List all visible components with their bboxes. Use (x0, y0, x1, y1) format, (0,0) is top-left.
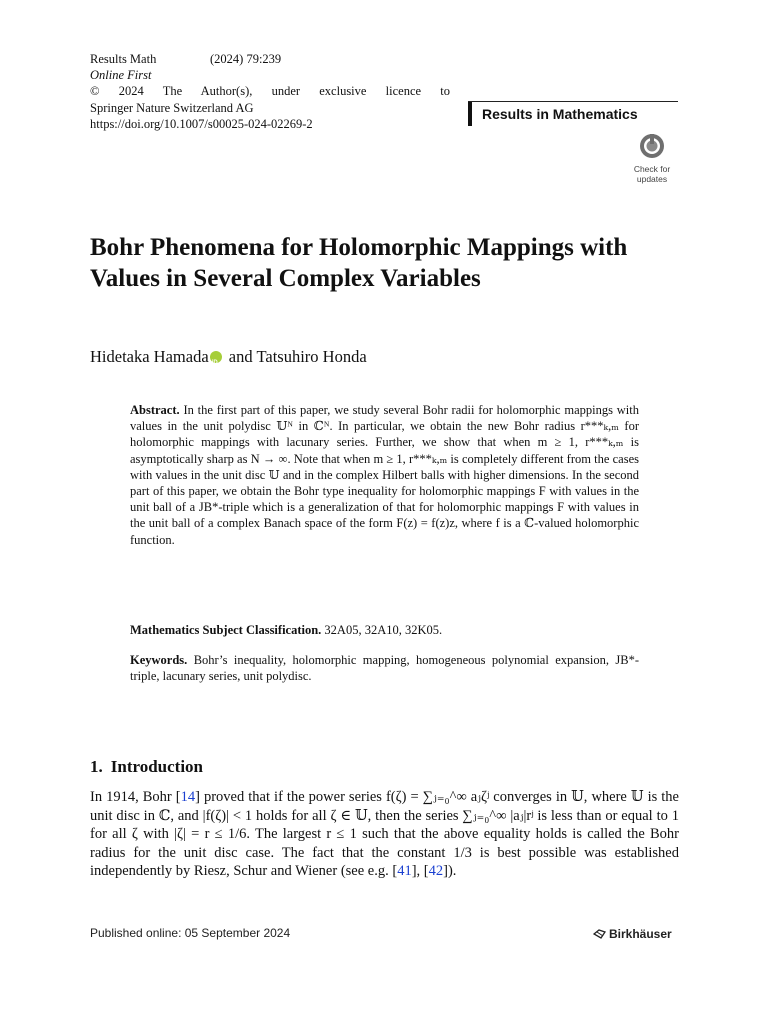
author-connector: and (228, 347, 253, 366)
citation-link-14[interactable]: 14 (180, 789, 196, 805)
keywords-text: Bohr’s inequality, holomorphic mapping, homogeneous polynomial expansion, JB*-triple, lacunary series, unit polydisc. (130, 653, 640, 684)
author-list (90, 346, 367, 368)
abstract-text: In the first part of this paper, we study several Bohr radii for holomorphic mappings with values in the unit polydisc 𝕌ᴺ in ℂᴺ. In particular, we obtain the new Bohr radius r***ₖ,ₘ for holomorphic mappings with lacunary series. Further, we show that when m ≥ 1, r***ₖ,ₘ is asymptotically sharp as N → ∞. Note that when m ≥ 1, r***ₖ,ₘ is completely different from the cases with values in the unit disc 𝕌 and in the complex Hilbert balls with higher dimensions. In the second part of this paper, we obtain the Bohr type inequality for holomorphic mappings F with values in the unit ball of a JB*-triple which is a generalization of that for holomorphic mappings F with values in the unit ball of a complex Banach space of the form F(z) = f(z)z, where f is a ℂ-valued holomorphic function. (130, 403, 639, 547)
check-for-updates-button[interactable] (627, 133, 677, 184)
orcid-icon[interactable] (210, 351, 222, 363)
check-updates-icon (639, 133, 665, 159)
published-date: Published online: 05 September 2024 (90, 926, 291, 940)
copyright-line-cont: Springer Nature Switzerland AG (90, 100, 254, 115)
citation-link-42[interactable]: 42 (428, 863, 444, 880)
author-1[interactable]: Hidetaka Hamada (90, 347, 209, 366)
msc-label: Mathematics Subject Classification. (130, 623, 322, 637)
intro-text-c: ], [ (411, 863, 429, 880)
section-heading-introduction (90, 757, 203, 777)
msc-classification (130, 622, 639, 638)
intro-text-a: In 1914, Bohr [ (90, 789, 181, 805)
abstract (130, 402, 639, 548)
msc-codes: 32A05, 32A10, 32K05. (324, 623, 443, 637)
introduction-paragraph (90, 788, 679, 881)
publisher-name: Birkhäuser (609, 927, 672, 941)
citation-link-41[interactable]: 41 (397, 863, 412, 880)
online-first-label: Online First (90, 68, 152, 83)
intro-text-b: ] proved that if the power series f(ζ) = ∑ⱼ₌₀^∞ aⱼζʲ converges in 𝕌, where 𝕌 is the unit disc in ℂ, and |f(ζ)| < 1 holds for all ζ ∈ 𝕌, then the series ∑ⱼ₌₀^∞ |aⱼ|rʲ is less than or equal to 1 for all ζ with |ζ| = r ≤ 1/6. The largest r ≤ 1 such that the above equality holds is called the Bohr radius for the unit disc case. The fact that the constant 1/3 is best possible was established independently by Riesz, Schur and Wiener (see e.g. [ (90, 789, 679, 880)
intro-text-d: ]). (443, 863, 457, 880)
author-2[interactable]: Tatsuhiro Honda (256, 347, 367, 366)
check-updates-label-1: Check for (633, 164, 671, 174)
section-number: 1. (90, 757, 103, 776)
keywords-label: Keywords. (130, 653, 188, 667)
journal-badge (468, 101, 678, 126)
keywords (130, 652, 639, 684)
journal-short-name: Results Math (90, 52, 157, 66)
abstract-label: Abstract. (130, 403, 180, 417)
journal-name: Results in Mathematics (482, 106, 638, 122)
journal-citation-line (90, 51, 450, 67)
check-updates-label-2: updates (636, 174, 668, 184)
journal-badge-bar (468, 102, 472, 126)
article-header-info (90, 51, 450, 132)
doi-link[interactable]: https://doi.org/10.1007/s00025-024-02269-2 (90, 116, 313, 131)
volume-info: (2024) 79:239 (210, 52, 282, 66)
publisher-logo (593, 927, 672, 941)
paper-title: Bohr Phenomena for Holomorphic Mappings with Values in Several Complex Variables (90, 234, 628, 292)
birkhauser-icon (593, 928, 607, 940)
copyright-line: © 2024 The Author(s), under exclusive licence to (90, 84, 450, 99)
section-title: Introduction (110, 757, 204, 776)
